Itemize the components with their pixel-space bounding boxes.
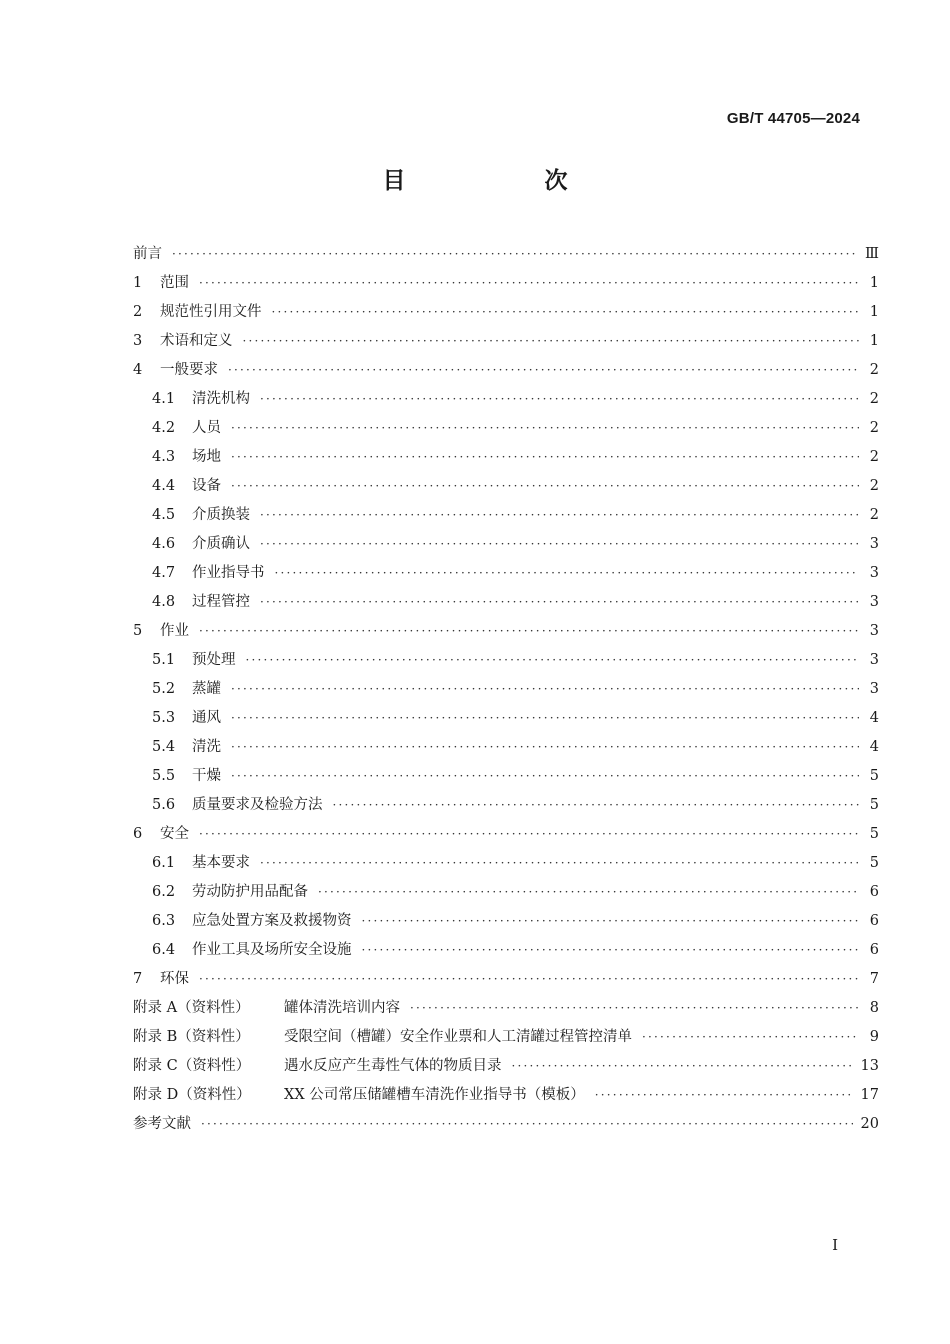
toc-number: 5.6 <box>152 797 176 813</box>
leader-dots <box>231 733 859 762</box>
toc-page: 4 <box>869 739 879 755</box>
leader-dots <box>231 675 859 704</box>
leader-dots <box>231 704 859 733</box>
toc-number: 6.2 <box>152 884 176 900</box>
leader-dots <box>260 849 859 878</box>
toc-number: 6.1 <box>152 855 176 871</box>
toc-number: 6.4 <box>152 942 176 958</box>
toc-page: 9 <box>869 1029 879 1045</box>
leader-dots <box>228 356 859 385</box>
toc-page: 7 <box>869 971 879 987</box>
toc-page: 3 <box>869 623 879 639</box>
leader-dots <box>199 269 859 298</box>
toc-page: 13 <box>860 1058 879 1074</box>
toc-number: 4.2 <box>152 420 176 436</box>
toc-number: 4.3 <box>152 449 176 465</box>
toc-entry-annex-c[interactable] <box>133 1052 879 1081</box>
toc-subentry[interactable] <box>133 559 879 588</box>
toc-page: 3 <box>869 565 879 581</box>
toc-label: 介质换装 <box>192 507 250 523</box>
toc-subentry[interactable] <box>133 443 879 472</box>
toc-subentry[interactable] <box>133 472 879 501</box>
leader-dots <box>199 820 859 849</box>
toc-number: 6.3 <box>152 913 176 929</box>
annex-label: 附录 C（资料性） <box>133 1058 251 1074</box>
toc-page: 3 <box>869 681 879 697</box>
toc-number: 4.8 <box>152 594 176 610</box>
leader-dots <box>275 559 860 588</box>
toc-number: 4.4 <box>152 478 176 494</box>
toc-subentry[interactable] <box>133 878 879 907</box>
toc-title: 目 次 <box>382 168 626 194</box>
toc-page: 2 <box>869 362 879 378</box>
leader-dots <box>260 501 859 530</box>
toc-number: 5.4 <box>152 739 176 755</box>
toc-entry[interactable] <box>133 965 879 994</box>
toc-label: 场地 <box>192 449 221 465</box>
toc-label: 罐体清洗培训内容 <box>284 1000 400 1016</box>
toc-subentry[interactable] <box>133 936 879 965</box>
toc-entry[interactable] <box>133 617 879 646</box>
leader-dots <box>172 240 857 269</box>
leader-dots <box>595 1081 853 1110</box>
toc-subentry[interactable] <box>133 385 879 414</box>
toc-page: 2 <box>869 449 879 465</box>
leader-dots <box>260 385 859 414</box>
leader-dots <box>201 1110 853 1139</box>
toc-label: 作业工具及场所安全设施 <box>192 942 352 958</box>
toc-page: 3 <box>869 536 879 552</box>
toc-number: 5 <box>133 623 143 639</box>
leader-dots <box>231 472 859 501</box>
toc-label: 安全 <box>160 826 189 842</box>
toc-label: 作业 <box>160 623 189 639</box>
toc-entry-annex-b[interactable] <box>133 1023 879 1052</box>
toc-entry[interactable] <box>133 298 879 327</box>
toc-label: 干燥 <box>192 768 221 784</box>
toc-label: 基本要求 <box>192 855 250 871</box>
toc-subentry[interactable] <box>133 530 879 559</box>
toc-page: 6 <box>869 942 879 958</box>
annex-label: 附录 D（资料性） <box>133 1087 251 1103</box>
toc-number: 5.3 <box>152 710 176 726</box>
leader-dots <box>246 646 860 675</box>
toc-subentry[interactable] <box>133 762 879 791</box>
toc-entry[interactable] <box>133 356 879 385</box>
toc-label: 环保 <box>160 971 189 987</box>
toc-page: 5 <box>869 797 879 813</box>
toc-number: 1 <box>133 275 143 291</box>
toc-entry-foreword[interactable] <box>133 240 879 269</box>
toc-label: 预处理 <box>192 652 236 668</box>
toc-label: 通风 <box>192 710 221 726</box>
toc-subentry[interactable] <box>133 675 879 704</box>
toc-number: 6 <box>133 826 143 842</box>
leader-dots <box>318 878 859 907</box>
leader-dots <box>199 617 859 646</box>
toc-label: 质量要求及检验方法 <box>192 797 323 813</box>
toc-subentry[interactable] <box>133 588 879 617</box>
page-number: I <box>832 1236 838 1254</box>
table-of-contents <box>133 240 879 1139</box>
toc-page: 3 <box>869 652 879 668</box>
toc-number: 4.5 <box>152 507 176 523</box>
toc-label: 前言 <box>133 246 162 262</box>
leader-dots <box>512 1052 853 1081</box>
standard-code: GB/T 44705—2024 <box>726 110 860 127</box>
toc-page: 5 <box>869 768 879 784</box>
annex-label: 附录 A（资料性） <box>133 1000 250 1016</box>
toc-page: Ⅲ <box>865 246 879 262</box>
toc-label: 一般要求 <box>160 362 218 378</box>
leader-dots <box>410 994 859 1023</box>
toc-page: 20 <box>860 1116 879 1132</box>
toc-page: 8 <box>869 1000 879 1016</box>
toc-number: 5.1 <box>152 652 176 668</box>
toc-number: 2 <box>133 304 143 320</box>
toc-number: 4.7 <box>152 565 176 581</box>
toc-page: 2 <box>869 478 879 494</box>
toc-entry-annex-a[interactable] <box>133 994 879 1023</box>
toc-page: 5 <box>869 855 879 871</box>
toc-subentry[interactable] <box>133 791 879 820</box>
toc-page: 3 <box>869 594 879 610</box>
toc-label: 劳动防护用品配备 <box>192 884 308 900</box>
toc-page: 1 <box>869 275 879 291</box>
toc-page: 6 <box>869 884 879 900</box>
toc-number: 4.1 <box>152 391 176 407</box>
toc-subentry[interactable] <box>133 849 879 878</box>
toc-subentry[interactable] <box>133 414 879 443</box>
toc-label: 术语和定义 <box>160 333 233 349</box>
leader-dots <box>642 1023 859 1052</box>
toc-page: 4 <box>869 710 879 726</box>
toc-label: 设备 <box>192 478 221 494</box>
toc-label: 应急处置方案及救援物资 <box>192 913 352 929</box>
toc-entry[interactable] <box>133 820 879 849</box>
toc-page: 2 <box>869 507 879 523</box>
leader-dots <box>231 443 859 472</box>
toc-entry-bibliography[interactable] <box>133 1110 879 1139</box>
toc-label: 作业指导书 <box>192 565 265 581</box>
leader-dots <box>260 530 859 559</box>
leader-dots <box>199 965 859 994</box>
toc-page: 6 <box>869 913 879 929</box>
toc-number: 5.5 <box>152 768 176 784</box>
toc-subentry[interactable] <box>133 704 879 733</box>
toc-number: 5.2 <box>152 681 176 697</box>
toc-label: XX 公司常压储罐槽车清洗作业指导书（模板） <box>284 1087 585 1103</box>
toc-page: 2 <box>869 391 879 407</box>
annex-label: 附录 B（资料性） <box>133 1029 250 1045</box>
toc-label: 过程管控 <box>192 594 250 610</box>
toc-page: 5 <box>869 826 879 842</box>
leader-dots <box>272 298 860 327</box>
leader-dots <box>333 791 860 820</box>
toc-label: 参考文献 <box>133 1116 191 1132</box>
leader-dots <box>362 936 860 965</box>
toc-label: 蒸罐 <box>192 681 221 697</box>
toc-label: 介质确认 <box>192 536 250 552</box>
toc-page: 17 <box>860 1087 879 1103</box>
toc-entry[interactable] <box>133 327 879 356</box>
toc-page: 1 <box>869 333 879 349</box>
toc-number: 3 <box>133 333 143 349</box>
toc-number: 4.6 <box>152 536 176 552</box>
toc-label: 人员 <box>192 420 221 436</box>
toc-label: 范围 <box>160 275 189 291</box>
toc-page: 1 <box>869 304 879 320</box>
toc-number: 4 <box>133 362 143 378</box>
toc-subentry[interactable] <box>133 646 879 675</box>
leader-dots <box>243 327 860 356</box>
toc-label: 受限空间（槽罐）安全作业票和人工清罐过程管控清单 <box>284 1029 632 1045</box>
toc-entry-annex-d[interactable] <box>133 1081 879 1110</box>
toc-label: 遇水反应产生毒性气体的物质目录 <box>284 1058 502 1074</box>
toc-number: 7 <box>133 971 143 987</box>
leader-dots <box>260 588 859 617</box>
leader-dots <box>362 907 860 936</box>
toc-entry[interactable] <box>133 269 879 298</box>
leader-dots <box>231 414 859 443</box>
toc-label: 规范性引用文件 <box>160 304 262 320</box>
toc-label: 清洗 <box>192 739 221 755</box>
toc-subentry[interactable] <box>133 733 879 762</box>
toc-subentry[interactable] <box>133 501 879 530</box>
toc-page: 2 <box>869 420 879 436</box>
toc-label: 清洗机构 <box>192 391 250 407</box>
leader-dots <box>231 762 859 791</box>
toc-subentry[interactable] <box>133 907 879 936</box>
